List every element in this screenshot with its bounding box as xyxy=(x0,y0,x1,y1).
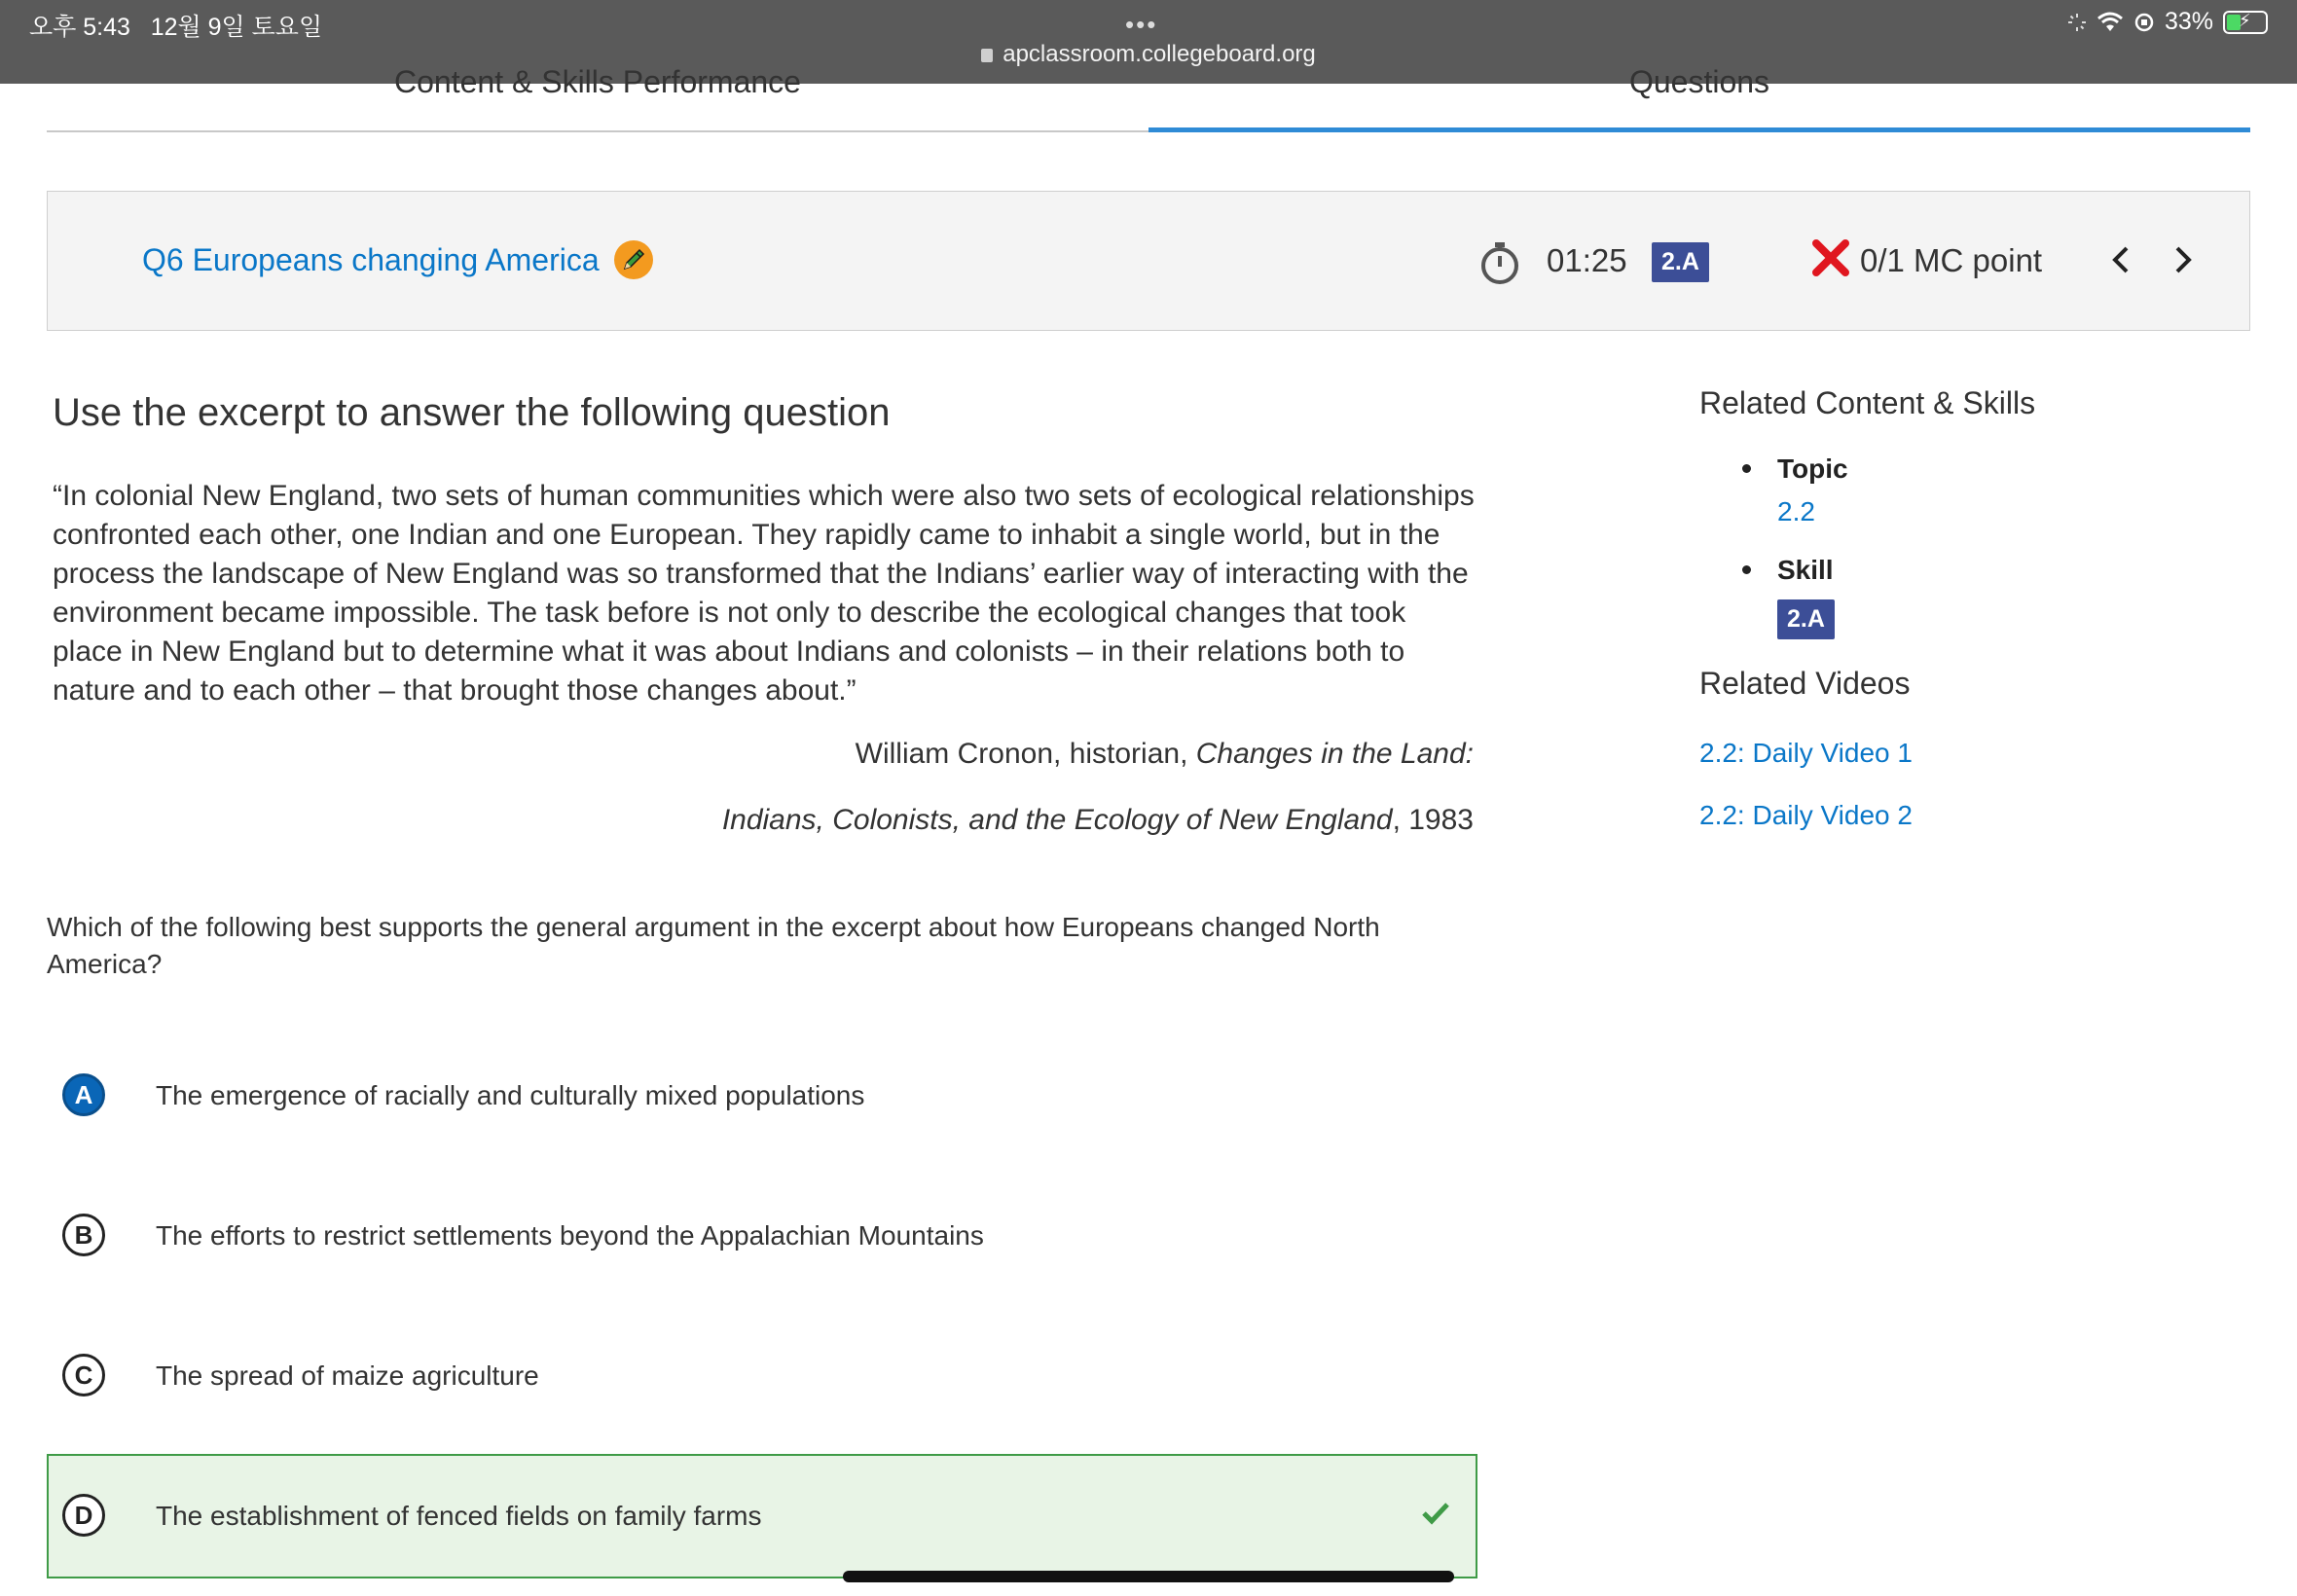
video-link-1[interactable]: 2.2: Daily Video 1 xyxy=(1699,738,1913,768)
bullet xyxy=(1742,565,1751,574)
chevron-right-icon[interactable] xyxy=(2166,240,2199,279)
option-letter: D xyxy=(62,1494,105,1537)
url-text: apclassroom.collegeboard.org xyxy=(1003,41,1316,67)
more-dots-icon[interactable]: ••• xyxy=(1125,10,1158,39)
question-header xyxy=(47,191,2250,331)
related-content-title: Related Content & Skills xyxy=(1699,385,2036,420)
excerpt-prompt: Use the excerpt to answer the following question xyxy=(53,391,891,434)
home-indicator[interactable] xyxy=(843,1571,1454,1582)
tab-questions[interactable]: Questions xyxy=(1628,64,1770,99)
tab-active-underline xyxy=(1148,127,2250,132)
checkmark-icon xyxy=(1421,1501,1450,1526)
option-text: The efforts to restrict settlements beyond the Appalachian Mountains xyxy=(156,1220,984,1251)
tab-content-skills[interactable]: Content & Skills Performance xyxy=(394,64,801,99)
option-text: The spread of maize agriculture xyxy=(156,1360,539,1391)
pencil-icon xyxy=(614,240,653,279)
skill-tag[interactable]: 2.A xyxy=(1777,599,1835,639)
option-letter: B xyxy=(62,1214,105,1256)
incorrect-x-icon xyxy=(1811,238,1850,277)
related-videos-title: Related Videos xyxy=(1699,666,1911,701)
lock-icon xyxy=(981,49,993,62)
citation-line-2: Indians, Colonists, and the Ecology of New England, 1983 xyxy=(721,804,1474,836)
battery-icon: ⚡ xyxy=(2223,11,2268,34)
wifi-icon xyxy=(2096,12,2124,33)
answer-option-d[interactable] xyxy=(47,1454,1477,1578)
option-letter: A xyxy=(62,1073,105,1116)
bullet xyxy=(1742,464,1751,473)
score-text: 0/1 MC point xyxy=(1860,242,2043,278)
answer-option-b[interactable] xyxy=(47,1174,1477,1298)
citation-line-1: William Cronon, historian, Changes in the Land: xyxy=(855,738,1474,770)
status-right-group xyxy=(2067,8,2268,36)
option-text: The emergence of racially and culturally mixed populations xyxy=(156,1080,865,1110)
topic-link[interactable]: 2.2 xyxy=(1777,496,1815,526)
skill-badge: 2.A xyxy=(1652,242,1709,282)
video-link-2[interactable]: 2.2: Daily Video 2 xyxy=(1699,800,1913,830)
status-time: 오후 5:43 12월 9일 토요일 xyxy=(29,14,323,41)
excerpt-text: “In colonial New England, two sets of human communities which were also two sets of ecological relationships confronted each other, one Indian and one European. They rapidly came to inhabit a single world, but in the process the landscape of New England was so transformed that the Indians’ earlier way of interacting with the environment became impossible. The task before is not only to describe the ecological changes that took place in New England but to determine what it was about Indians and colonists – in their relations both to nature and to each other – that brought those changes about.” xyxy=(53,480,1475,707)
question-title[interactable]: Q6 Europeans changing America xyxy=(142,242,600,277)
question-stem: Which of the following best supports the general argument in the excerpt about how Europeans changed North America? xyxy=(47,912,1380,979)
topic-label: Topic xyxy=(1777,453,1848,484)
tab-underline xyxy=(47,130,1148,132)
answer-option-a[interactable] xyxy=(47,1034,1477,1158)
timer-value: 01:25 xyxy=(1547,242,1627,278)
tab-strip xyxy=(47,64,2250,132)
answer-option-c[interactable] xyxy=(47,1314,1477,1438)
option-text: The establishment of fenced fields on family farms xyxy=(156,1501,762,1531)
stopwatch-icon xyxy=(1478,240,1521,285)
orientation-lock-icon xyxy=(2133,12,2155,33)
loading-icon xyxy=(2067,13,2087,32)
option-letter: C xyxy=(62,1354,105,1396)
battery-percent: 33% xyxy=(2164,8,2213,35)
chevron-left-icon[interactable] xyxy=(2105,240,2138,279)
skill-label: Skill xyxy=(1777,555,1834,585)
